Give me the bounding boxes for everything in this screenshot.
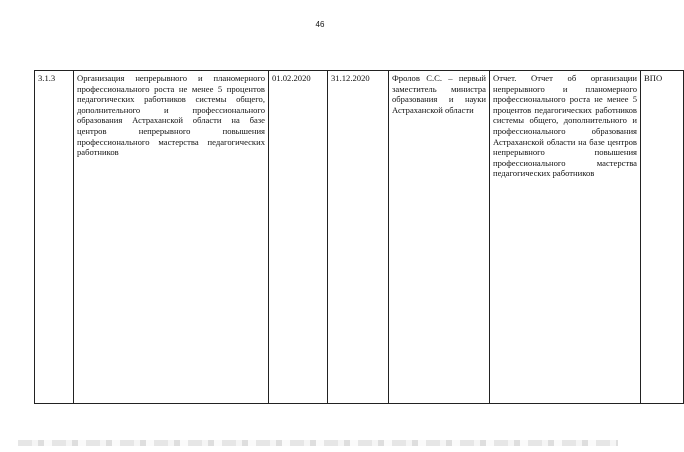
plan-table <box>34 70 684 404</box>
start-date-cell: 01.02.2020 <box>269 71 328 404</box>
event-description-cell: Организация непрерывного и планомерного профессионального роста не менее 5 процентов педагогических работников системы общего, дополнительного и профессионального образования Астраханской области на базе центров непрерывного повышения профессионального мастерства педагогических работников <box>74 71 269 404</box>
item-number-cell: 3.1.3 <box>35 71 74 404</box>
scan-artifact <box>18 440 618 446</box>
responsible-person-cell: Фролов С.С. – первый заместитель министра образования и науки Астраханской области <box>389 71 490 404</box>
page-number: 46 <box>315 20 325 29</box>
table-row <box>35 71 684 404</box>
result-type-cell: Отчет. Отчет об организации непрерывного и планомерного профессионального роста не менее 5 процентов педагогических работников системы общего, дополнительного и профессионального образования Астраханской области на базе центров непрерывного повышения профессионального мастерства педагогических работников <box>490 71 641 404</box>
code-cell: ВПО <box>641 71 684 404</box>
end-date-cell: 31.12.2020 <box>328 71 389 404</box>
